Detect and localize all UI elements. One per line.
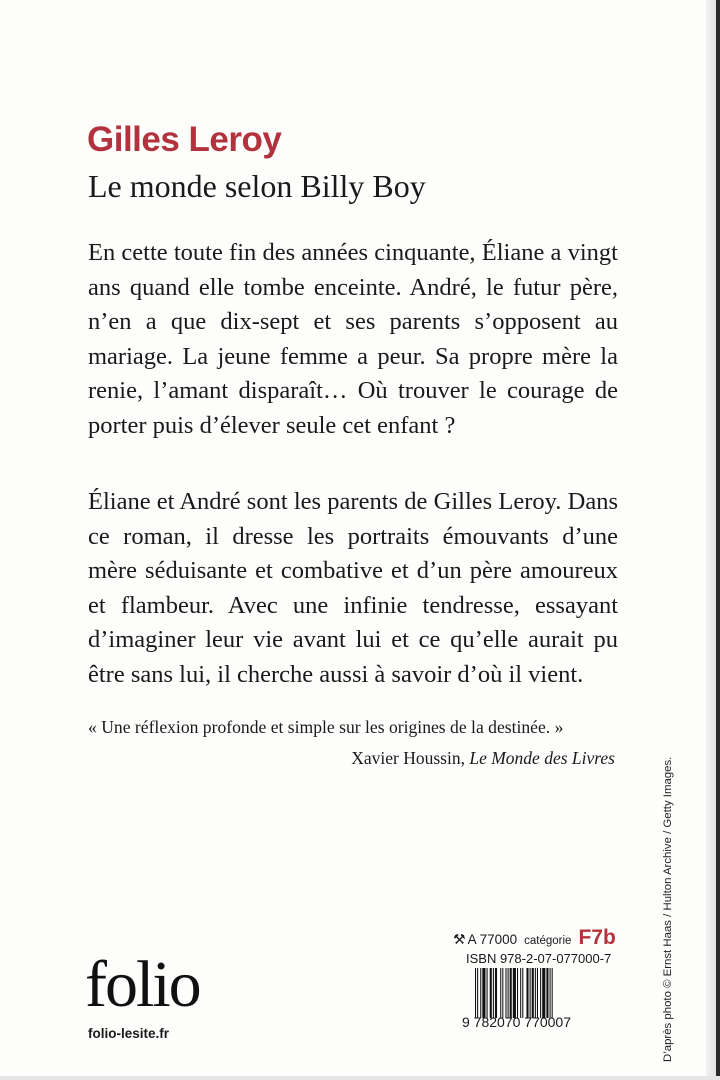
book-title: Le monde selon Billy Boy	[88, 168, 426, 204]
barcode-bar	[477, 968, 478, 1018]
photo-credit: D’après photo © Ernst Haas / Hulton Archive / Getty Images.	[662, 756, 674, 1062]
barcode-bar	[530, 968, 531, 1018]
barcode-bar	[540, 968, 541, 1018]
blurb-paragraph-2: Éliane et André sont les parents de Gilles Leroy. Dans ce roman, il dresse les portraits émouvants d’une mère séduisante et combative et d’un père amoureux et flambeur. Avec une infinie tendresse, essayant d’imaginer leur vie avant lui et ce qu’elle aurait pu être sans lui, il cherche aussi à savoir d’où il vient.	[88, 488, 618, 688]
barcode-bar	[502, 968, 503, 1018]
barcode-bar	[508, 968, 509, 1018]
barcode-bar	[480, 968, 481, 1018]
barcode-bar	[475, 968, 476, 1018]
price-symbol-icon: ⚒	[453, 931, 466, 947]
barcode-digits: 9 782070 770007	[462, 1014, 571, 1030]
barcode-bar	[482, 968, 485, 1018]
barcode-bar	[490, 968, 492, 1018]
cover-bottom-edge	[0, 1076, 720, 1080]
category-code: F7b	[578, 926, 616, 949]
barcode-bar	[522, 968, 523, 1018]
barcode-bar	[552, 968, 553, 1018]
isbn: ISBN 978-2-07-077000-7	[466, 951, 612, 966]
barcode-bar	[546, 968, 548, 1018]
quote-author: Xavier Houssin,	[351, 748, 470, 768]
barcode-bar	[495, 968, 497, 1018]
barcode-bar	[500, 968, 501, 1018]
cover-edge-shade	[706, 0, 716, 1080]
barcode-bar	[510, 968, 512, 1018]
price-code: A 77000	[467, 932, 518, 947]
barcode-bar	[520, 968, 521, 1018]
cover-edge	[716, 0, 720, 1080]
barcode-bar	[487, 968, 488, 1018]
blurb-paragraph-1: En cette toute fin des années cinquante, Éliane a vingt ans quand elle tombe enceinte. André, le futur père, n’en a que dix-sept et ses parents s’opposent au mariage. La jeune femme a peur. Sa propre mère la renie, l’amant disparaît… Où trouver le courage de porter puis d’élever seule cet enfant ?	[88, 239, 618, 439]
category-label: catégorie	[524, 935, 572, 947]
folio-logo: folio	[85, 948, 200, 1021]
barcode-bar	[493, 968, 494, 1018]
barcode-bar	[517, 968, 518, 1018]
barcode-bar	[532, 968, 534, 1018]
press-quote: « Une réflexion profonde et simple sur les origines de la destinée. »	[88, 717, 564, 737]
barcode-bar	[526, 968, 528, 1018]
barcode-bar	[542, 968, 545, 1018]
price-line	[453, 926, 616, 950]
barcode-bar	[537, 968, 538, 1018]
quote-source: Le Monde des Livres	[469, 748, 615, 768]
barcode-bar	[550, 968, 551, 1018]
quote-attribution	[351, 748, 615, 769]
barcode-bar	[535, 968, 536, 1018]
author-name: Gilles Leroy	[87, 120, 282, 159]
barcode-bar	[513, 968, 516, 1018]
barcode-bar	[505, 968, 506, 1018]
publisher-website: folio-lesite.fr	[88, 1026, 170, 1041]
barcode	[475, 968, 613, 1018]
